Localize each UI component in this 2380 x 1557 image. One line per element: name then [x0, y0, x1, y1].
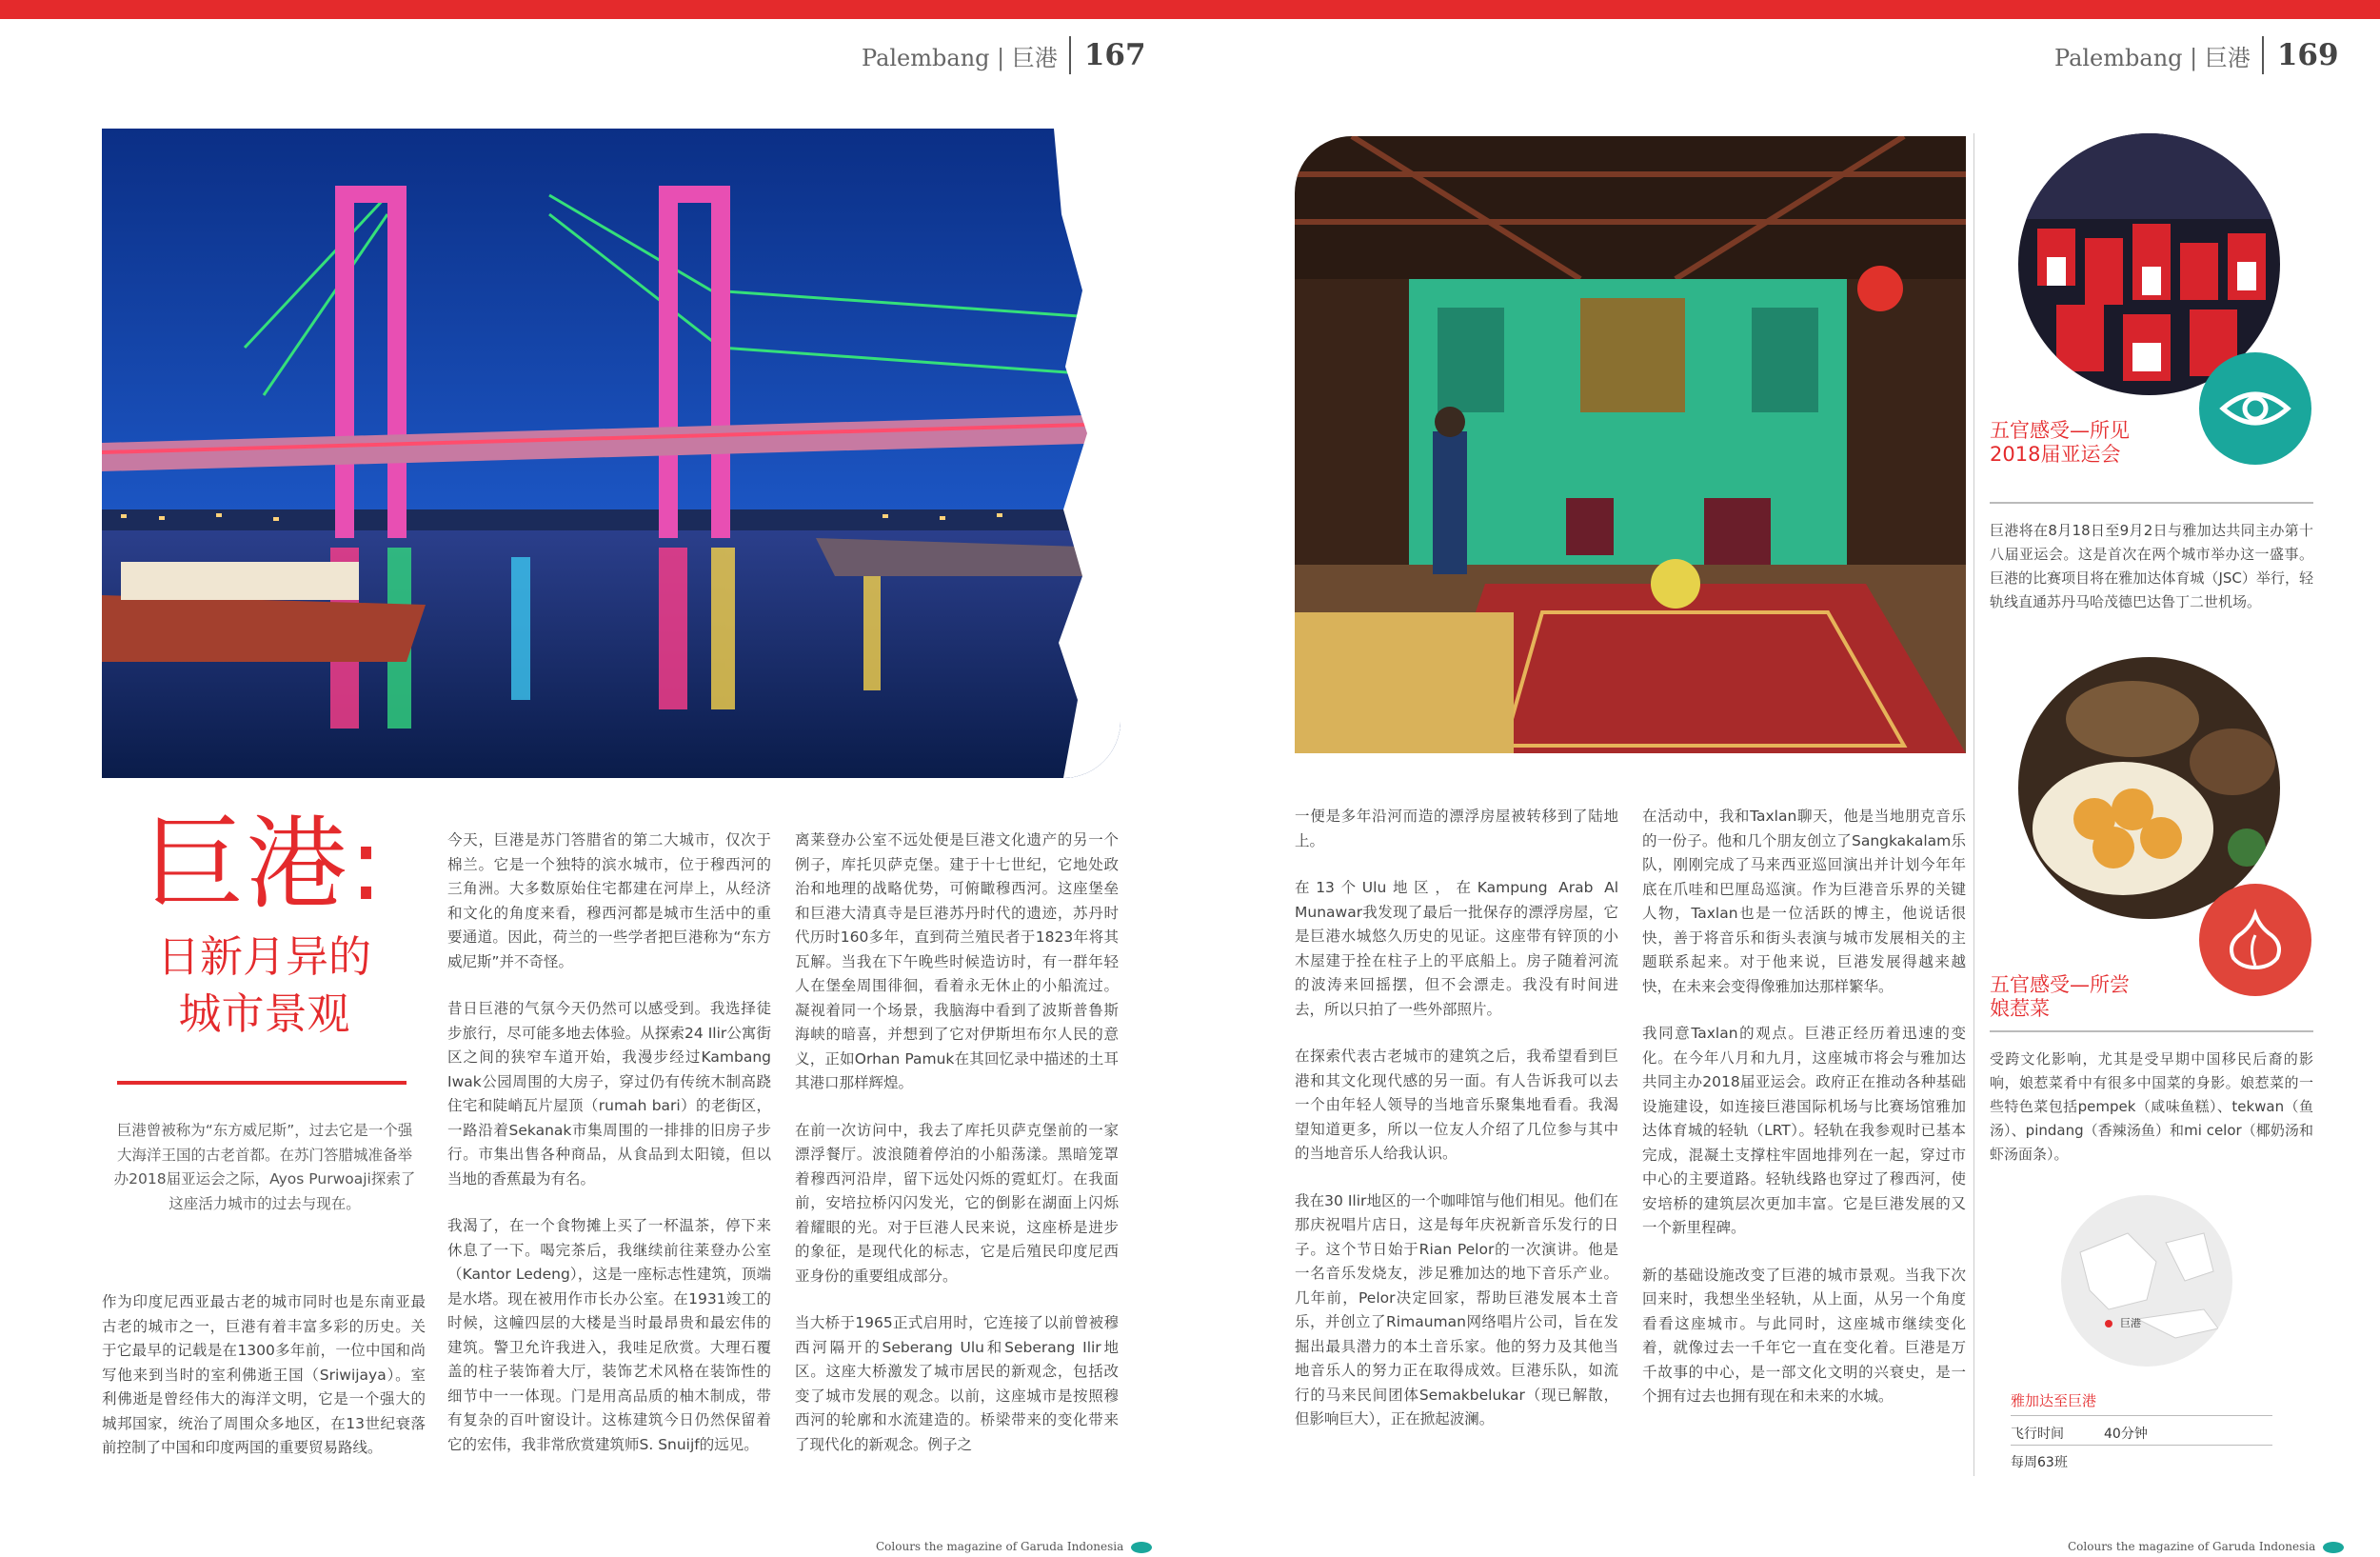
- article-subtitle: [95, 928, 433, 1043]
- sidebar-title-line: 五官感受—所见: [1990, 419, 2130, 442]
- header-divider: [2262, 36, 2264, 74]
- page-header-left: [862, 36, 1146, 74]
- paragraph: 在前一次访问中，我去了库托贝萨克堡前的一家漂浮餐厅。波浪随着停泊的小船荡漾。黑暗笼罩着穆西河沿岸，留下远处闪烁的霓虹灯。在我面前，安培拉桥闪闪发光，它的倒影在湖面上闪烁着耀眼的光。对于巨港人民来说，这座桥是进步的象征，是现代化的标志，它是后殖民印度尼西亚身份的重要组成部分。: [795, 1121, 1119, 1285]
- text-column-5: [1642, 805, 1966, 1432]
- footer-text: Colours the magazine of Garuda Indonesia: [2068, 1540, 2316, 1553]
- bridge-photo: [102, 129, 1121, 778]
- map-marker: [2105, 1320, 2112, 1327]
- paragraph: 在活动中，我和Taxlan聊天，他是当地朋克音乐的一份子。他和几个朋友创立了Sangkakalam乐队，刚刚完成了马来西亚巡回演出并计划今年年底在爪哇和巴厘岛巡演。作为巨港音乐界的关键人物，Taxlan也是一位活跃的博主，他说话很快，善于将音乐和街头表演与城市发展相关的主题联系起来。对于他来说，巨港发展得越来越快，在未来会变得像雅加达那样繁华。: [1642, 808, 1966, 995]
- sidebar-title-line: 2018届亚运会: [1990, 443, 2121, 466]
- food-photo: [2018, 657, 2280, 919]
- map-label: 巨港: [2120, 1317, 2141, 1329]
- paragraph: 我在30 Ilir地区的一个咖啡馆与他们相见。他们在那庆祝唱片店日，这是每年庆祝新音乐发行的日子。这个节日始于Rian Pelor的一次演讲。他是一名音乐发烧友，涉足雅加达的地下音乐产业。几年前，Pelor决定回家，帮助巨港发展本土音乐，并创立了Rimauman网络唱片公司，旨在发掘出最具潜力的本土音乐家。他的努力及其他当地音乐人的努力正在取得成效。巨港乐队，如流行的马来民间团体Semakbelukar（现已解散，但影响巨大），正在掀起波澜。: [1295, 1191, 1618, 1427]
- top-accent-bar: [0, 0, 2380, 19]
- interior-photo: [1295, 136, 1966, 753]
- page-number: 167: [1083, 38, 1146, 72]
- paragraph: 我同意Taxlan的观点。巨港正经历着迅速的变化。在今年八月和九月，这座城市将会与雅加达共同主办2018届亚运会。政府正在推动各种基础设施建设，如连接巨港国际机场与比赛场馆雅加达体育城的轻轨（LRT）。轻轨在我参观时已基本完成，混凝土支撑柱牢固地排列在一起，穿过市中心的主要道路。轻轨线路也穿过了穆西河，使安培桥的建筑层次更加丰富。它是巨港发展的又一个新里程碑。: [1642, 1025, 1966, 1236]
- paragraph: 今天，巨港是苏门答腊省的第二大城市，仅次于棉兰。它是一个独特的滨水城市，位于穆西河的三角洲。大多数原始住宅都建在河岸上，从经济和文化的角度来看，穆西河都是城市生活中的重要通道。因此，荷兰的一些学者把巨港称为“东方威尼斯”并不奇怪。: [447, 831, 771, 970]
- sidebar-title-food: [1990, 973, 2180, 1021]
- flight-weekly: 每周63班: [2011, 1455, 2068, 1470]
- sidebar-title-line: 娘惹菜: [1990, 997, 2050, 1020]
- paragraph: 离莱登办公室不远处便是巨港文化遗产的另一个例子，库托贝萨克堡。建于十七世纪，它地处政治和地理的战略优势，可俯瞰穆西河。这座堡垒和巨港大清真寺是巨港苏丹时代的遗迹，苏丹时代历时160多年，直到荷兰殖民者于1823年将其瓦解。当我在下午晚些时候造访时，有一群年轻人在堡垒周围徘徊，看着永无休止的小船流过。凝视着同一个场景，我脑海中看到了波斯普鲁斯海峡的暗喜，并想到了它对伊斯坦布尔人民的意义，正如Orhan Pamuk在其回忆录中描述的土耳其港口那样辉煌。: [795, 831, 1119, 1091]
- paragraph: 在13个Ulu地区，在Kampung Arab Al Munawar我发现了最后一批保存的漂浮房屋，它是巨港水城悠久历史的见证。这座带有锌顶的小木屋建于拴在柱子上的平底船上。房子随着河流的波涛来回摇摆，但不会漂走。我没有时间进去，所以只拍了一些外部照片。: [1295, 879, 1618, 1018]
- garlic-icon-badge: [2199, 884, 2311, 996]
- sidebar-title-line: 五官感受—所尝: [1990, 973, 2130, 996]
- header-city: Palembang | 巨港: [862, 44, 1058, 71]
- sidebar-rule: [1990, 502, 2313, 504]
- sidebar-text-games: 巨港将在8月18日至9月2日与雅加达共同主办第十八届亚运会。这是首次在两个城市举办这一盛事。巨港的比赛项目将在雅加达体育城（JSC）举行，轻轨线直通苏丹马哈茂德巴达鲁丁二世机场。: [1990, 522, 2313, 610]
- sidebar-rule: [1990, 1030, 2313, 1032]
- page-number: 169: [2276, 38, 2339, 72]
- column-divider: [1973, 133, 1974, 1476]
- sidebar-text-food: 受跨文化影响，尤其是受早期中国移民后裔的影响，娘惹菜肴中有很多中国菜的身影。娘惹菜的一些特色菜包括pempek（咸味鱼糕）、tekwan（鱼汤）、pindang（香辣汤鱼）和mi celor（椰奶汤和虾汤面条）。: [1990, 1050, 2313, 1163]
- header-divider: [1069, 36, 1071, 74]
- flight-time-value: 40分钟: [2104, 1427, 2148, 1442]
- garuda-logo: [1131, 1542, 1152, 1553]
- paragraph: 新的基础设施改变了巨港的城市景观。当我下次回来时，我想坐坐轻轨，从上面，从另一个角度看看这座城市。与此同时，这座城市继续变化着，就像过去一千年它一直在变化着。巨港是万千故事的中心，是一部文化文明的兴衰史，是一个拥有过去也拥有现在和未来的水城。: [1642, 1266, 1966, 1405]
- paragraph: 当大桥于1965正式启用时，它连接了以前曾被穆西河隔开的Seberang Ulu和Seberang Ilir地区。这座大桥激发了城市居民的新观念，包括改变了城市发展的观念。以前，这座城市是按照穆西河的轮廓和水流建造的。桥梁带来的变化带来了现代化的新观念。例子之: [795, 1314, 1119, 1453]
- paragraph: 在探索代表古老城市的建筑之后，我希望看到巨港和其文化现代感的另一面。有人告诉我可以去一个由年轻人领导的当地音乐聚集地看看。我渴望知道更多，所以一位友人介绍了几位参与其中的当地音乐人给我认识。: [1295, 1048, 1618, 1162]
- article-title: 巨港:: [143, 806, 386, 923]
- footer-credit-left: [876, 1540, 1152, 1553]
- footer-text: Colours the magazine of Garuda Indonesia: [876, 1540, 1124, 1553]
- header-city: Palembang | 巨港: [2054, 44, 2251, 71]
- article-intro: 巨港曾被称为“东方威尼斯”，过去它是一个强大海洋王国的古老首都。在苏门答腊城准备举办2018届亚运会之际，Ayos Purwoaji探索了这座活力城市的过去与现在。: [113, 1122, 416, 1212]
- footer-credit-right: [2068, 1540, 2344, 1553]
- flight-rule: [2011, 1415, 2272, 1416]
- flight-title: 雅加达至巨港: [2011, 1392, 2097, 1409]
- paragraph: 作为印度尼西亚最古老的城市同时也是东南亚最古老的城市之一，巨港有着丰富多彩的历史。关于它最早的记载是在1300多年前，一位中国和尚写他来到当时的室利佛逝王国（Sriwijaya）。室利佛逝是曾经伟大的海洋文明，它是一个强大的城邦国家，统治了周围众多地区，在13世纪衰落前控制了中国和印度两国的重要贸易路线。: [102, 1293, 426, 1456]
- garuda-logo: [2323, 1542, 2344, 1553]
- eye-icon: [2219, 388, 2291, 429]
- text-column-3: [795, 828, 1119, 1480]
- title-rule: [117, 1081, 407, 1085]
- text-column-1: [102, 1290, 426, 1484]
- subtitle-line: 日新月异的: [156, 931, 371, 982]
- flight-time-label: 飞行时间: [2011, 1427, 2064, 1442]
- page-header-right: [2054, 36, 2339, 74]
- sidebar-title-games: [1990, 419, 2180, 467]
- location-map: [2061, 1195, 2232, 1367]
- subtitle-line: 城市景观: [178, 988, 350, 1039]
- text-column-4: [1295, 805, 1618, 1455]
- paragraph: 我渴了，在一个食物摊上买了一杯温茶，停下来休息了一下。喝完茶后，我继续前往莱登办公室（Kantor Ledeng），这是一座标志性建筑，顶端是水塔。现在被用作市长办公室。在1931竣工的时候，这幢四层的大楼是当时最昂贵和最宏伟的建筑。警卫允许我进入，我哇足欣赏。大理石覆盖的柱子装饰着大厅，装饰艺术风格在装饰性的细节中一一体现。门是用高品质的柚木制成，带有复杂的百叶窗设计。这栋建筑今日仍然保留着它的宏伟，我非常欣赏建筑师S. Snuijf的远见。: [447, 1217, 771, 1453]
- eye-icon-badge: [2199, 352, 2311, 465]
- flight-rule: [2011, 1445, 2272, 1446]
- paragraph: 一便是多年沿河而造的漂浮房屋被转移到了陆地上。: [1295, 808, 1618, 849]
- text-column-2: [447, 828, 771, 1480]
- paragraph: 昔日巨港的气氛今天仍然可以感受到。我选择徒步旅行，尽可能多地去体验。从探索24 Ilir公寓街区之间的狭窄车道开始，我漫步经过Kambang Iwak公园周围的大房子，穿过仍有传统木制高跷住宅和陡峭瓦片屋顶（rumah bari）的老街区，一路沿着Sekanak市集周围的一排排的旧房子步行。市集出售各种商品，从食品到太阳镜，但以当地的香蕉最为有名。: [447, 1000, 771, 1188]
- garlic-icon: [2222, 907, 2289, 973]
